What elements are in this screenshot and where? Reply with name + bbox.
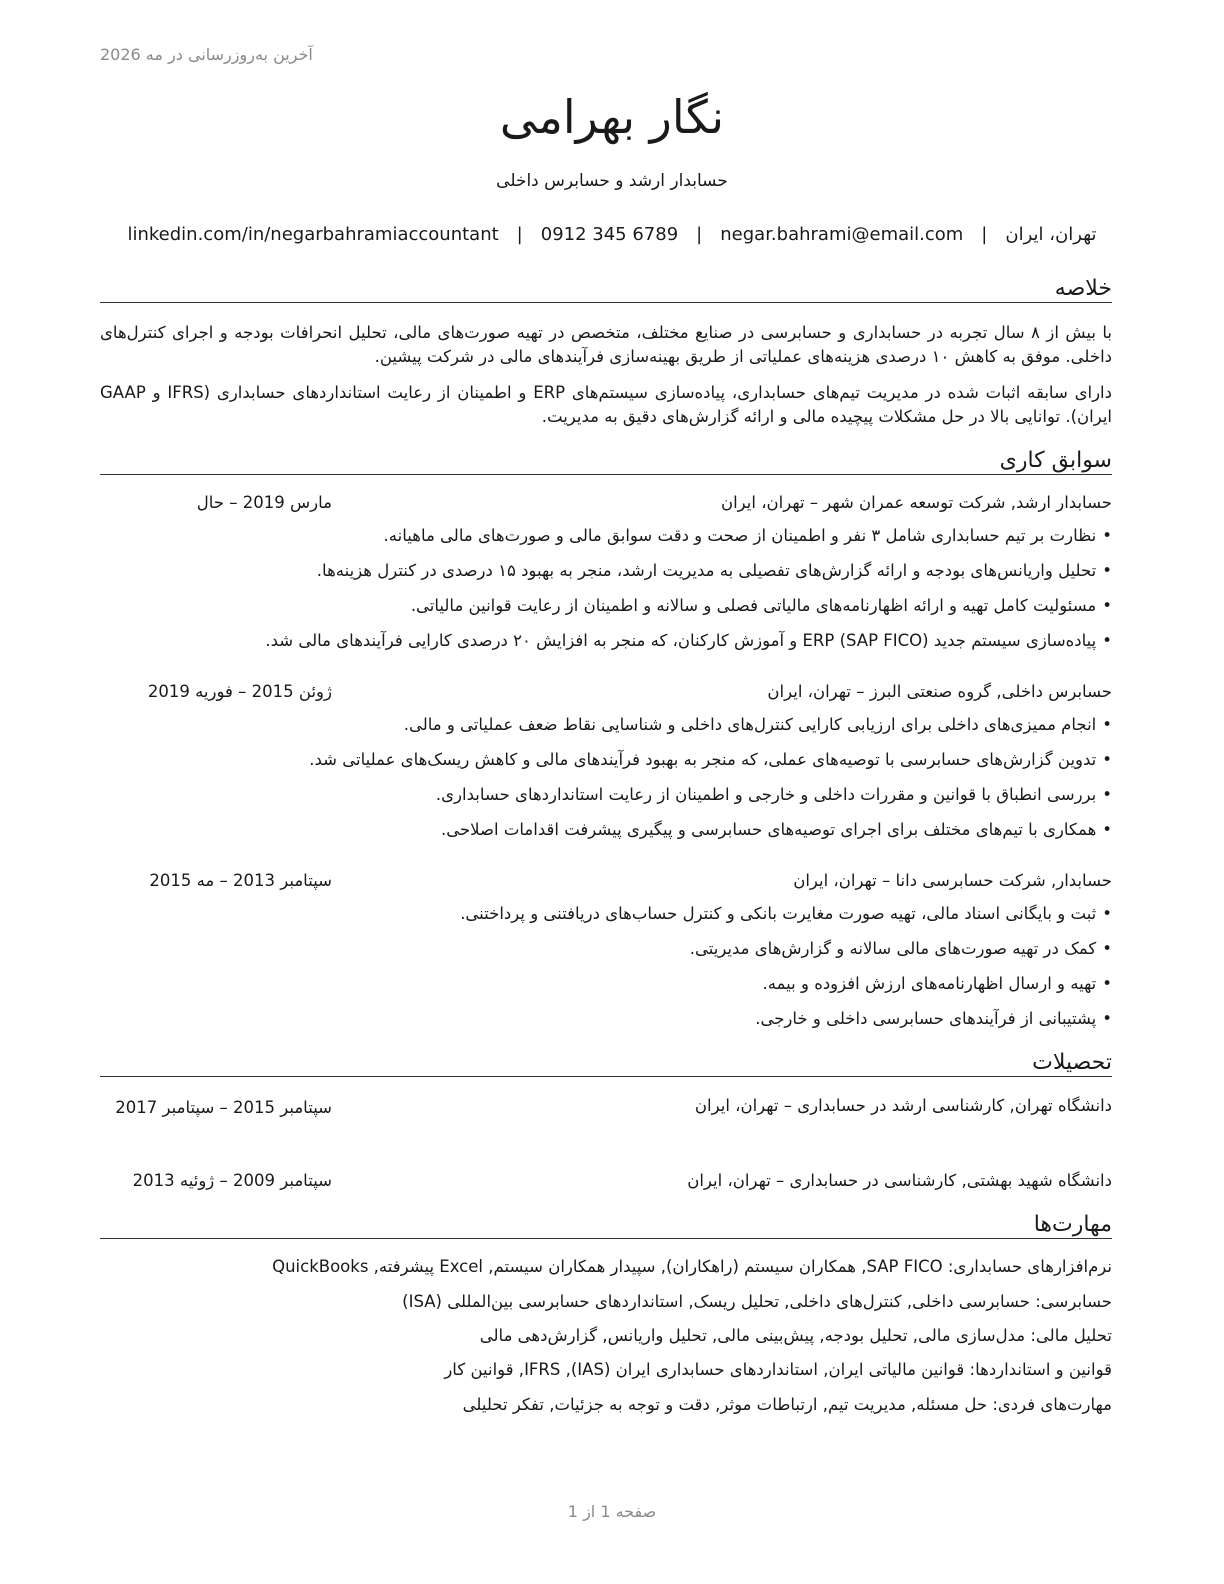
job-title: حسابدار, شرکت حسابرسی دانا – تهران، ایران	[793, 871, 1112, 890]
education-title: دانشگاه تهران, کارشناسی ارشد در حسابداری – تهران، ایران	[694, 1096, 1112, 1115]
summary-paragraph: با بیش از ۸ سال تجربه در حسابداری و حسابرسی در صنایع مختلف، متخصص در تهیه صورت‌های مالی، تحلیل انحرافات بودجه و اجرای کنترل‌های داخلی. موفق به کاهش ۱۰ درصدی هزینه‌های عملیاتی از طریق بهینه‌سازی فرآیندهای مالی در شرکت پیشین.	[100, 323, 1113, 366]
skill-line: حسابرسی: حسابرسی داخلی, کنترل‌های داخلی, تحلیل ریسک, استانداردهای حسابرسی بین‌المللی (ISA)	[402, 1292, 1112, 1311]
page-number: صفحه 1 از 1	[567, 1502, 657, 1521]
list-item: • پیاده‌سازی سیستم جدید ERP (SAP FICO) و آموزش کارکنان، که منجر به افزایش ۲۰ درصدی کارایی فرآیندهای مالی شد.	[100, 629, 1112, 664]
education-title: دانشگاه شهید بهشتی, کارشناسی در حسابداری – تهران، ایران	[687, 1171, 1112, 1190]
job-title: حسابرس داخلی, گروه صنعتی البرز – تهران، ایران	[767, 682, 1112, 701]
list-item: • انجام ممیزی‌های داخلی برای ارزیابی کارایی کنترل‌های داخلی و شناسایی نقاط ضعف عملیاتی و مالی.	[100, 713, 1112, 748]
job-dates: ژوئن 2015 – فوریه 2019	[147, 682, 332, 701]
experience-heading: سوابق کاری	[100, 448, 1112, 475]
skills-heading: مهارت‌ها	[100, 1212, 1112, 1239]
skill-line: مهارت‌های فردی: حل مسئله, مدیریت تیم, ارتباطات موثر, دقت و توجه به جزئیات, تفکر تحلیلی	[462, 1395, 1112, 1414]
contact-email[interactable]: negar.bahrami@email.com	[720, 224, 964, 245]
contact-linkedin[interactable]: linkedin.com/in/negarbahramiaccountant	[127, 224, 499, 245]
summary-heading: خلاصه	[100, 276, 1112, 303]
list-item: • همکاری با تیم‌های مختلف برای اجرای توصیه‌های حسابرسی و پیگیری پیشرفت اقدامات اصلاحی.	[100, 818, 1112, 853]
candidate-subtitle: حسابدار ارشد و حسابرس داخلی	[496, 171, 728, 191]
contact-line	[60, 224, 1164, 245]
job-header	[100, 682, 1112, 706]
list-item: • تهیه و ارسال اظهارنامه‌های ارزش افزوده و بیمه.	[100, 972, 1112, 1007]
list-item: • بررسی انطباق با قوانین و مقررات داخلی و خارجی و اطمینان از رعایت استانداردهای حسابداری.	[100, 783, 1112, 818]
contact-separator: |	[516, 224, 523, 245]
list-item: • تحلیل واریانس‌های بودجه و ارائه گزارش‌های تفصیلی به مدیریت ارشد، منجر به بهبود ۱۵ درصدی در کنترل هزینه‌ها.	[100, 559, 1112, 594]
contact-location: تهران، ایران	[1005, 224, 1097, 245]
skill-line: قوانین و استانداردها: قوانین مالیاتی ایران, استانداردهای حسابداری ایران (IAS), IFRS, قوانین کار	[444, 1360, 1112, 1379]
contact-separator: |	[696, 224, 703, 245]
education-dates: سپتامبر 2015 – سپتامبر 2017	[115, 1098, 332, 1117]
skill-line: نرم‌افزارهای حسابداری: SAP FICO, همکاران سیستم (راهکاران), سپیدار همکاران سیستم, Excel پیشرفته, QuickBooks	[272, 1257, 1112, 1276]
job-title: حسابدار ارشد, شرکت توسعه عمران شهر – تهران، ایران	[720, 493, 1112, 512]
candidate-name: نگار بهرامی	[499, 90, 725, 144]
list-item: • تدوین گزارش‌های حسابرسی با توصیه‌های عملی، که منجر به بهبود فرآیندهای مالی و کاهش ریسک‌های عملیاتی شد.	[100, 748, 1112, 783]
contact-phone[interactable]: 0912 345 6789	[540, 224, 679, 245]
job-bullets	[100, 713, 1112, 853]
summary-paragraph: دارای سابقه اثبات شده در مدیریت تیم‌های حسابداری، پیاده‌سازی سیستم‌های ERP و اطمینان از رعایت استانداردهای حسابداری (IFRS و GAAP ایران). توانایی بالا در حل مشکلات پیچیده مالی و ارائه گزارش‌های دقیق به مدیریت.	[100, 383, 1112, 426]
last-updated-note: آخرین به‌روزرسانی در مه 2026	[100, 45, 313, 64]
job-dates: مارس 2019 – حال	[196, 493, 332, 512]
job-dates: سپتامبر 2013 – مه 2015	[149, 871, 332, 890]
job-bullets	[100, 524, 1112, 664]
list-item: • مسئولیت کامل تهیه و ارائه اظهارنامه‌های مالیاتی فصلی و سالانه و اطمینان از رعایت قوانین مالیاتی.	[100, 594, 1112, 629]
list-item: • کمک در تهیه صورت‌های مالی سالانه و گزارش‌های مدیریتی.	[100, 937, 1112, 972]
education-entry	[100, 1171, 1112, 1195]
skill-line: تحلیل مالی: مدل‌سازی مالی, تحلیل بودجه, پیش‌بینی مالی, تحلیل واریانس, گزارش‌دهی مالی	[479, 1326, 1112, 1345]
job-bullets	[100, 902, 1112, 1042]
list-item: • ثبت و بایگانی اسناد مالی، تهیه صورت مغایرت بانکی و کنترل حساب‌های دریافتنی و پرداختنی.	[100, 902, 1112, 937]
contact-separator: |	[981, 224, 988, 245]
list-item: • پشتیبانی از فرآیندهای حسابرسی داخلی و خارجی.	[100, 1007, 1112, 1042]
education-dates: سپتامبر 2009 – ژوئیه 2013	[132, 1171, 332, 1190]
job-header	[100, 493, 1112, 517]
education-heading: تحصیلات	[100, 1050, 1112, 1077]
list-item: • نظارت بر تیم حسابداری شامل ۳ نفر و اطمینان از صحت و دقت سوابق مالی و صورت‌های مالی ماهیانه.	[100, 524, 1112, 559]
job-header	[100, 871, 1112, 895]
